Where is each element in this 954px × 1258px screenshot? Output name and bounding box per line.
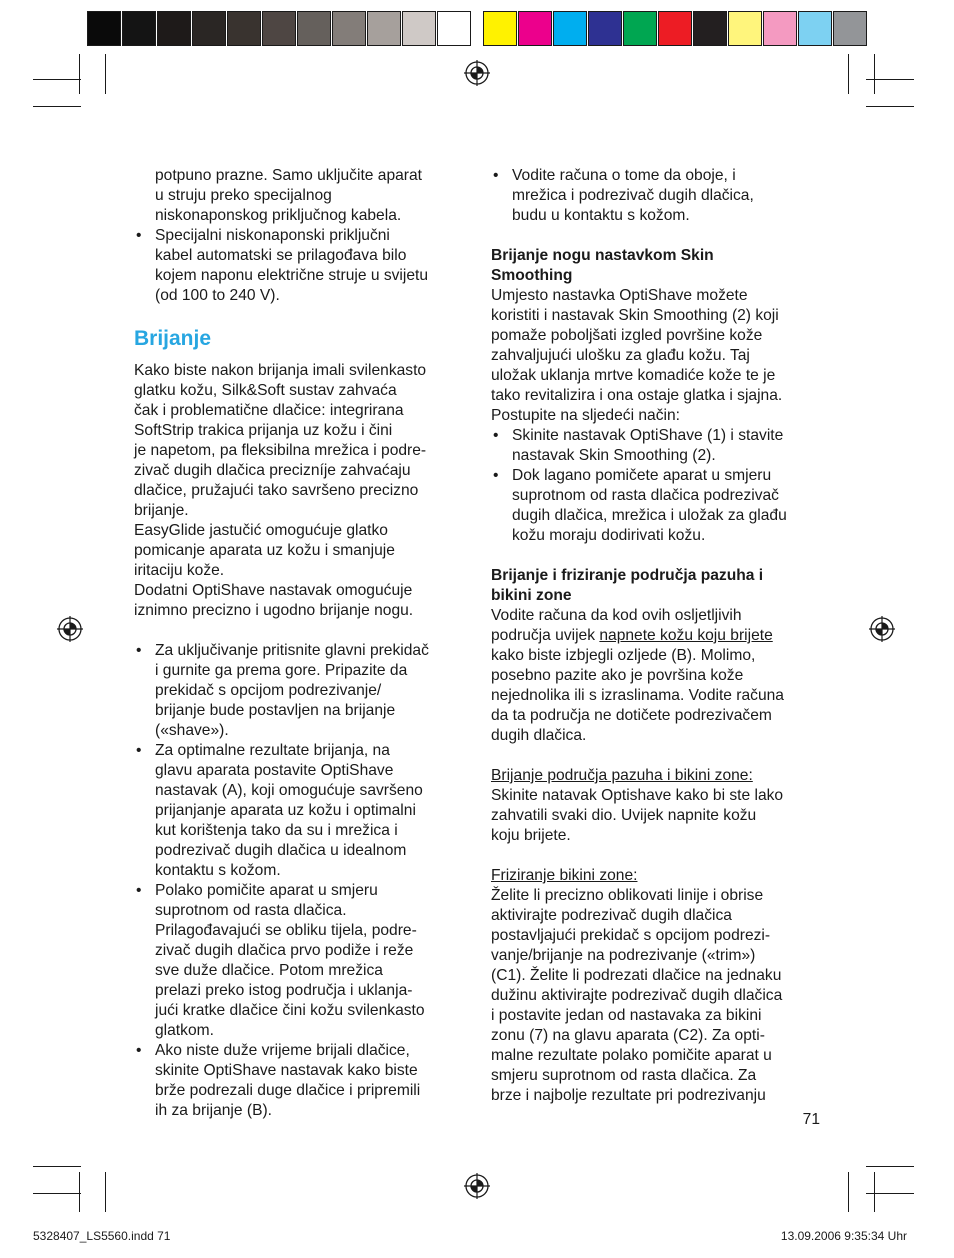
text-line: SoftStrip trakica prijanja uz kožu i čini (134, 422, 393, 439)
text-line: dugih dlačica. (491, 727, 587, 744)
text-line: čak i problematične dlačice: integrirana (134, 402, 404, 419)
text-line: koju brijete. (491, 827, 571, 844)
crop-mark (33, 79, 81, 80)
text-line: • Za uključivanje pritisnite glavni prekidač (155, 642, 429, 659)
text-line: brže podrezali duge dlačice i pripremili (155, 1082, 421, 1099)
text-line: aktivirajte podrezivač dugih dlačica (491, 907, 732, 924)
text-line: kojem naponu električne struje u svijetu (155, 267, 429, 284)
crop-mark (866, 106, 914, 107)
text-line: budu u kontaktu s kožom. (512, 207, 690, 224)
text-line: Skinite natavak Optishave kako bi ste lako (491, 787, 784, 804)
text-line: • Za optimalne rezultate brijanja, na (155, 742, 390, 759)
text-line: mrežica i podrezivač dugih dlačica, (512, 187, 754, 204)
footer-timestamp: 13.09.2006 9:35:34 Uhr (780, 1229, 907, 1243)
text-line: iznimno precizno i ugodno brijanje nogu. (134, 602, 414, 619)
text-line: ih za brijanje (B). (155, 1102, 272, 1119)
text-line: zahvaljujući ulošku za glađu kožu. Taj (491, 347, 750, 364)
text-line: vanje/brijanje na podrezivanje («trim») (491, 947, 756, 964)
text-line: zivač dugih dlačica precizníje zahvaćaju (134, 462, 411, 479)
paragraph (134, 581, 474, 621)
text-line (491, 626, 831, 646)
color-swatch (518, 11, 552, 46)
text-line: da ta područja ne dotičete podrezivačem (491, 707, 772, 724)
process-color-bar (483, 11, 868, 48)
text-line: u struju preko specijalnog (155, 187, 332, 204)
color-swatch (483, 11, 517, 46)
text-line: • Specijalni niskonaponski priključni (155, 227, 390, 244)
crop-mark (848, 54, 849, 94)
text-line: brze i najbolje rezultate pri podrezivanju (491, 1087, 766, 1104)
text-line: Smoothing (491, 267, 573, 284)
page-number: 71 (802, 1111, 820, 1128)
bullet-item (491, 426, 831, 466)
text-line: malne rezultate polako pomičite aparat u (491, 1047, 772, 1064)
footer-file-info: 5328407_LS5560.indd 71 (33, 1229, 171, 1243)
color-swatch (227, 11, 261, 46)
text-line: • Polako pomičite aparat u smjeru (155, 882, 378, 899)
bullet-item (134, 1041, 474, 1121)
text-line: nastavak Skin Smoothing (2). (512, 447, 716, 464)
text-line: kut korištenja tako da su i mrežica i (155, 822, 398, 839)
registration-mark-icon (869, 616, 895, 642)
text-line: zahvatili svaki dio. Uvijek napnite kožu (491, 807, 757, 824)
text-line: («shave»). (155, 722, 229, 739)
section-heading: Brijanje (134, 327, 212, 350)
text-line: pomaže poboljšati izgled površine kože (491, 327, 763, 344)
text-line: suprotnom od rasta dlačica podrezivač (512, 487, 779, 504)
crop-mark (105, 1172, 106, 1212)
text-line: kožu moraju dodirivati kožu. (512, 527, 706, 544)
paragraph (491, 886, 831, 1106)
text-line: potpuno prazne. Samo uključite aparat (155, 167, 422, 184)
text-line: Brijanje nogu nastavkom Skin (491, 247, 714, 264)
bullet-item (134, 641, 474, 741)
text-line: kontaktu s kožom. (155, 862, 281, 879)
paragraph (134, 361, 474, 521)
color-swatch (437, 11, 471, 46)
paragraph (134, 521, 474, 581)
text-line: • Vodite računa o tome da oboje, i (512, 167, 736, 184)
text-line: iritaciju kože. (134, 562, 225, 579)
text-line: (od 100 to 240 V). (155, 287, 280, 304)
color-swatch (763, 11, 797, 46)
bullet-item (134, 226, 474, 306)
text-line: nejednolika ili s izraslinama. Vodite računa (491, 687, 784, 704)
text-line: skinite OptiShave nastavak kako biste (155, 1062, 418, 1079)
color-swatch (833, 11, 867, 46)
color-swatch (728, 11, 762, 46)
crop-mark (79, 1172, 80, 1212)
left-column (134, 166, 474, 1121)
color-swatch (192, 11, 226, 46)
text-line: bikini zone (491, 587, 572, 604)
text-line: EasyGlide jastučić omogućuje glatko (134, 522, 388, 539)
text-line: pomicanje aparata uz kožu i smanjuje (134, 542, 395, 559)
text-line: dugih dlačica, mrežica i uložak za glađu (512, 507, 787, 524)
bullet-item (491, 466, 831, 546)
text-line: uložak uklanja mrtve komadiće kože te je (491, 367, 776, 384)
text-line: suprotnom od rasta dlačica. (155, 902, 347, 919)
text-line: koristiti i nastavak Skin Smoothing (2) koji (491, 307, 779, 324)
text-line: dužinu aktivirajte podrezivač dugih dlačica (491, 987, 783, 1004)
paragraph (491, 286, 831, 426)
text-line: zonu (7) na glavu aparata (C2). Za opti- (491, 1027, 765, 1044)
text-line: prelazi preko istog područja i uklanja- (155, 982, 413, 999)
crop-mark (79, 54, 80, 94)
color-swatch (693, 11, 727, 46)
color-swatch (658, 11, 692, 46)
text-line: Postupite na sljedeći način: (491, 407, 680, 424)
text-line: sve duže dlačice. Potom mrežica (155, 962, 383, 979)
text-line: je napetom, pa fleksibilna mrežica i podre- (134, 442, 427, 459)
crop-mark (874, 1172, 875, 1212)
text-line: podrezivač dugih dlačica u idealnom (155, 842, 407, 859)
color-swatch (588, 11, 622, 46)
grayscale-color-bar (87, 11, 472, 48)
text-line: prekidač s opcijom podrezivanje/ (155, 682, 382, 699)
bullet-item (134, 881, 474, 1041)
text-span: područja uvijek (491, 627, 600, 644)
text-line: brijanje. (134, 502, 189, 519)
crop-mark (848, 1172, 849, 1212)
text-line: i postavite jedan od nastavaka za bikini (491, 1007, 762, 1024)
underlined-label: Brijanje područja pazuha i bikini zone: (491, 767, 753, 784)
text-line: • Ako niste duže vrijeme brijali dlačice, (155, 1042, 410, 1059)
crop-mark (33, 1193, 81, 1194)
text-line: tako revitalizira i ona ostaje glatka i sjajna. (491, 387, 783, 404)
color-swatch (623, 11, 657, 46)
color-swatch (798, 11, 832, 46)
color-swatch (122, 11, 156, 46)
text-line: kabel automatski se prilagođava bilo (155, 247, 407, 264)
color-swatch (262, 11, 296, 46)
color-swatch (367, 11, 401, 46)
text-line: Kako biste nakon brijanja imali svilenkasto (134, 362, 427, 379)
color-swatch (157, 11, 191, 46)
text-line: kako biste izbjegli ozljede (B). Molimo, (491, 647, 756, 664)
underlined-text: napnete kožu koju brijete (599, 627, 773, 644)
text-line: prijanjanje aparata uz kožu i optimalni (155, 802, 416, 819)
registration-mark-icon (57, 616, 83, 642)
subheading (491, 246, 831, 286)
subheading (491, 566, 831, 606)
text-line: Želite li precizno oblikovati linije i obrise (491, 887, 764, 904)
text-line: zivač dugih dlačica prvo podiže i reže (155, 942, 414, 959)
crop-mark (874, 54, 875, 94)
text-line: jući kratke dlačice čini kožu svilenkasto (155, 1002, 425, 1019)
underlined-label: Friziranje bikini zone: (491, 867, 638, 884)
text-line: posebno pazite ako je površina kože (491, 667, 744, 684)
crop-mark (33, 106, 81, 107)
color-swatch (87, 11, 121, 46)
text-line: Prilagođavajući se obliku tijela, podre- (155, 922, 417, 939)
text-line: niskonaponskog priključnog kabela. (155, 207, 402, 224)
text-line: glavu aparata postavite OptiShave (155, 762, 394, 779)
text-line: smjeru suprotnom od rasta dlačica. Za (491, 1067, 757, 1084)
text-line: Vodite računa da kod ovih osljetljivih (491, 607, 742, 624)
text-line: (C1). Želite li podrezati dlačice na jednaku (491, 967, 782, 984)
crop-mark (105, 54, 106, 94)
text-line: • Dok lagano pomičete aparat u smjeru (512, 467, 772, 484)
text-line: dlačice, pružajući tako savršeno precizno (134, 482, 419, 499)
text-line: Dodatni OptiShave nastavak omogućuje (134, 582, 413, 599)
text-line: glatku kožu, Silk&Soft sustav zahvaća (134, 382, 397, 399)
bullet-item (491, 166, 831, 226)
text-line: Umjesto nastavka OptiShave možete (491, 287, 748, 304)
text-line: postavljajući prekidač s opcijom podrezi- (491, 927, 771, 944)
text-lines (491, 646, 831, 746)
text-line: • Skinite nastavak OptiShave (1) i stavite (512, 427, 784, 444)
text-line: Brijanje i friziranje područja pazuha i (491, 567, 764, 584)
intro-text (134, 166, 474, 226)
registration-mark-icon (464, 1173, 490, 1199)
color-swatch (402, 11, 436, 46)
paragraph (491, 786, 831, 846)
registration-mark-icon (464, 60, 490, 86)
color-swatch (297, 11, 331, 46)
bullet-item (134, 741, 474, 881)
text-line: glatkom. (155, 1022, 214, 1039)
paragraph (491, 606, 831, 746)
text-line: nastavak (A), koji omogućuje savršeno (155, 782, 423, 799)
text-line: brijanje bude postavljen na brijanje (155, 702, 396, 719)
right-column (491, 166, 831, 1106)
color-swatch (553, 11, 587, 46)
color-swatch (332, 11, 366, 46)
text-line: i gurnite ga prema gore. Pripazite da (155, 662, 408, 679)
crop-mark (33, 1166, 81, 1167)
crop-mark (866, 1166, 914, 1167)
